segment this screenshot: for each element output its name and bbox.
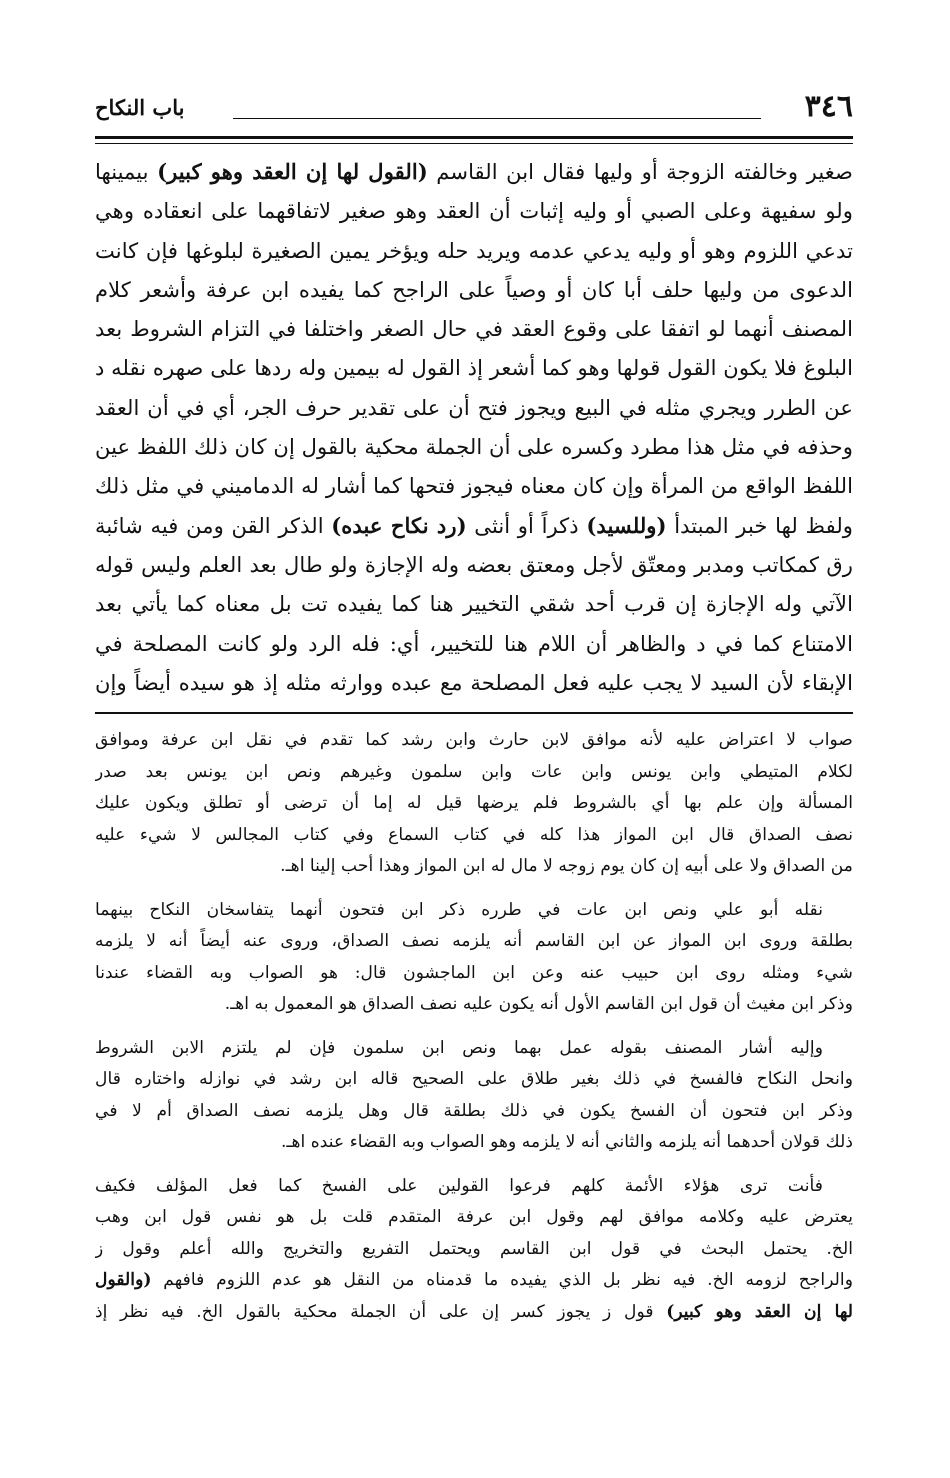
text-run: البلوغ فلا يكون القول قولها وهو كما أشعر إذ القول له بيمين وله ردها على صهره نقله د (95, 355, 853, 381)
text-line (95, 231, 853, 270)
running-title: باب النكاح (95, 95, 185, 120)
footnote-paragraph (95, 1171, 853, 1329)
text-line (95, 191, 853, 230)
text-line (95, 1297, 853, 1329)
text-line (95, 757, 853, 789)
text-line (95, 895, 853, 927)
text-run: الخ. يحتمل البحث في قول ابن القاسم ويحتمل التفريع والتخريج والله أعلم وقول ز (95, 1238, 853, 1259)
text-run: تدعي اللزوم وهو أو وليه يدعي عدمه ويريد حله ويؤخر يمين الصغيرة لبلوغها فإن كانت (95, 237, 853, 263)
text-line (95, 545, 853, 584)
text-run: عن الطرر ويجري مثله في البيع ويجوز فتح أن على تقدير حرف الجر، أي في أن العقد (95, 394, 853, 420)
bold-phrase: لها إن العقد وهو كبير) (666, 1301, 853, 1322)
bold-phrase: (وللسيد) (586, 512, 667, 538)
text-line (95, 348, 853, 387)
text-run: ذكراً أو أنثى (466, 512, 587, 538)
text-run: صغير وخالفته الزوجة أو وليها فقال ابن القاسم (427, 159, 853, 184)
text-run: الدعوى من وليها حلف أبا كان أو وصياً على الراجح كما يفيده ابن عرفة وأشعر كلام (95, 276, 853, 302)
text-line (95, 1127, 853, 1159)
text-run: الآتي وله الإجازة إن قرب أحد شقي التخيير هنا كما يفيده تت بل معناه كما يأتي بعد (95, 591, 853, 617)
text-line (95, 820, 853, 852)
text-run: رق كمكاتب ومدبر ومعتّق لأجل ومعتق بعضه وله الإجازة ولو طال بعد العلم وليس قوله (95, 551, 853, 577)
footnote-paragraph (95, 1033, 853, 1159)
bold-phrase: (رد نكاح عبده) (331, 512, 467, 538)
text-run: وذكر ابن مغيث أن قول ابن القاسم الأول أنه يكون عليه نصف الصداق هو المعمول به اهـ. (224, 994, 853, 1014)
page-number: ٣٤٦ (804, 89, 853, 124)
text-line (95, 270, 853, 309)
text-line (95, 388, 853, 427)
text-line (95, 851, 853, 883)
text-run: بطلقة وروى ابن المواز عن ابن القاسم أنه يلزمه نصف الصداق، وروى عنه أيضاً أنه لا يلزمه (95, 931, 853, 951)
text-run: الامتناع كما في د والظاهر أن اللام هنا للتخيير، أي: فله الرد ولو كانت المصلحة في (95, 630, 853, 656)
text-line (95, 663, 853, 702)
header-double-rule (95, 136, 853, 144)
text-run: اللفظ الواقع من المرأة وإن كان معناه فيجوز فتحها كما أشار له الدماميني في مثل ذلك (95, 473, 853, 499)
text-line (95, 152, 853, 191)
text-run: ولو سفيهة وعلى الصبي أو وليه إثبات أن العقد وهو صغير لاتفاقهما على انعقاده وهي (95, 198, 853, 224)
text-line (95, 1171, 853, 1203)
text-run: وذكر ابن فتحون أن الفسخ يكون في ذلك بطلقة قال وهل يلزمه نصف الصداق أم لا في (95, 1100, 853, 1121)
text-line (95, 309, 853, 348)
text-line (95, 1096, 853, 1128)
text-line (95, 1202, 853, 1234)
text-run: وإليه أشار المصنف بقوله عمل بهما ونص ابن سلمون فإن لم يلتزم الابن الشروط (95, 1037, 823, 1058)
text-run: صواب لا اعتراض عليه لأنه موافق لابن حارث وابن رشد كما تقدم في نقل ابن عرفة وموافق (95, 730, 853, 750)
bold-phrase: (القول لها إن العقد وهو كبير) (157, 159, 428, 184)
text-run: لكلام المتيطي وابن يونس وابن عات وابن سلمون وغيرهم ونص ابن يونس بعد صدر (95, 761, 853, 782)
text-line (95, 725, 853, 757)
header-rule (233, 118, 761, 119)
text-run: ذلك قولان أحدهما أنه يلزمه والثاني أنه لا يلزمه وهو الصواب وبه القضاء عنده اهـ. (280, 1132, 853, 1152)
text-run: وانحل النكاح فالفسخ في ذلك بغير طلاق على الصحيح قاله ابن رشد في نوازله واختاره قال (95, 1069, 853, 1089)
main-text (95, 152, 853, 702)
text-line (95, 466, 853, 505)
text-line (95, 788, 853, 820)
text-run: المصنف أنهما لو اتفقا على وقوع العقد في حال الصغر واختلفا في التزام الشروط بعد (95, 316, 853, 342)
footnote-paragraph (95, 895, 853, 1021)
text-line (95, 427, 853, 466)
text-run: نقله أبو علي ونص ابن عات في طرره ذكر ابن فتحون أنهما يتفاسخان النكاح بينهما (95, 899, 823, 920)
text-line (95, 624, 853, 663)
text-run: شيء ومثله روى ابن حبيب عنه وعن ابن الماجشون قال: هو الصواب وبه القضاء عندنا (95, 962, 853, 983)
text-line (95, 1234, 853, 1266)
bold-phrase: (والقول (95, 1270, 152, 1290)
text-run: وحذفه في مثل هذا مطرد وكسره على أن الجملة محكية بالقول إن كان ذلك اللفظ عين (95, 434, 853, 460)
text-line (95, 584, 853, 623)
text-run: قول ز يجوز كسر إن على أن الجملة محكية بالقول الخ. فيه نظر إذ (95, 1301, 667, 1322)
text-run: الإبقاء لأن السيد لا يجب عليه فعل المصلحة مع عبده ووارثه مثله إذ هو سيده أيضاً وإن (95, 669, 853, 695)
text-line (95, 958, 853, 990)
text-run: نصف الصداق قال ابن المواز هذا كله في كتاب السماع وفي كتاب المجالس لا شيء عليه (95, 824, 853, 845)
text-run: ولفظ لها خبر المبتدأ (666, 512, 853, 538)
page-header (95, 88, 853, 128)
text-run: الذكر القن ومن فيه شائبة (95, 512, 332, 538)
text-run: المسألة وإن علم بها أي بالشروط فلم يرضها قيل له إما أن ترضى أو تطلق ويكون عليك (95, 793, 853, 813)
text-line (95, 506, 853, 545)
text-run: يعترض عليه وكلامه موافق لهم وقول ابن عرفة المتقدم قلت بل هو نفس قول ابن وهب (95, 1207, 853, 1227)
text-run: فأنت ترى هؤلاء الأئمة كلهم فرعوا القولين على الفسخ كما فعل المؤلف فكيف (95, 1175, 823, 1196)
text-line (95, 1064, 853, 1096)
text-run: من الصداق ولا على أبيه إن كان يوم زوجه لا مال له ابن المواز وهذا أحب إلينا اهـ. (280, 856, 853, 876)
text-line (95, 1265, 853, 1297)
text-run: بيمينها (95, 159, 158, 184)
footnotes (95, 725, 853, 1340)
footnote-paragraph (95, 725, 853, 883)
text-line (95, 989, 853, 1021)
text-line (95, 926, 853, 958)
text-run: والراجح لزومه الخ. فيه نظر بل الذي يفيده ما قدمناه من النقل هو عدم اللزوم فافهم (151, 1270, 853, 1290)
text-line (95, 1033, 853, 1065)
footnote-separator (95, 712, 853, 714)
